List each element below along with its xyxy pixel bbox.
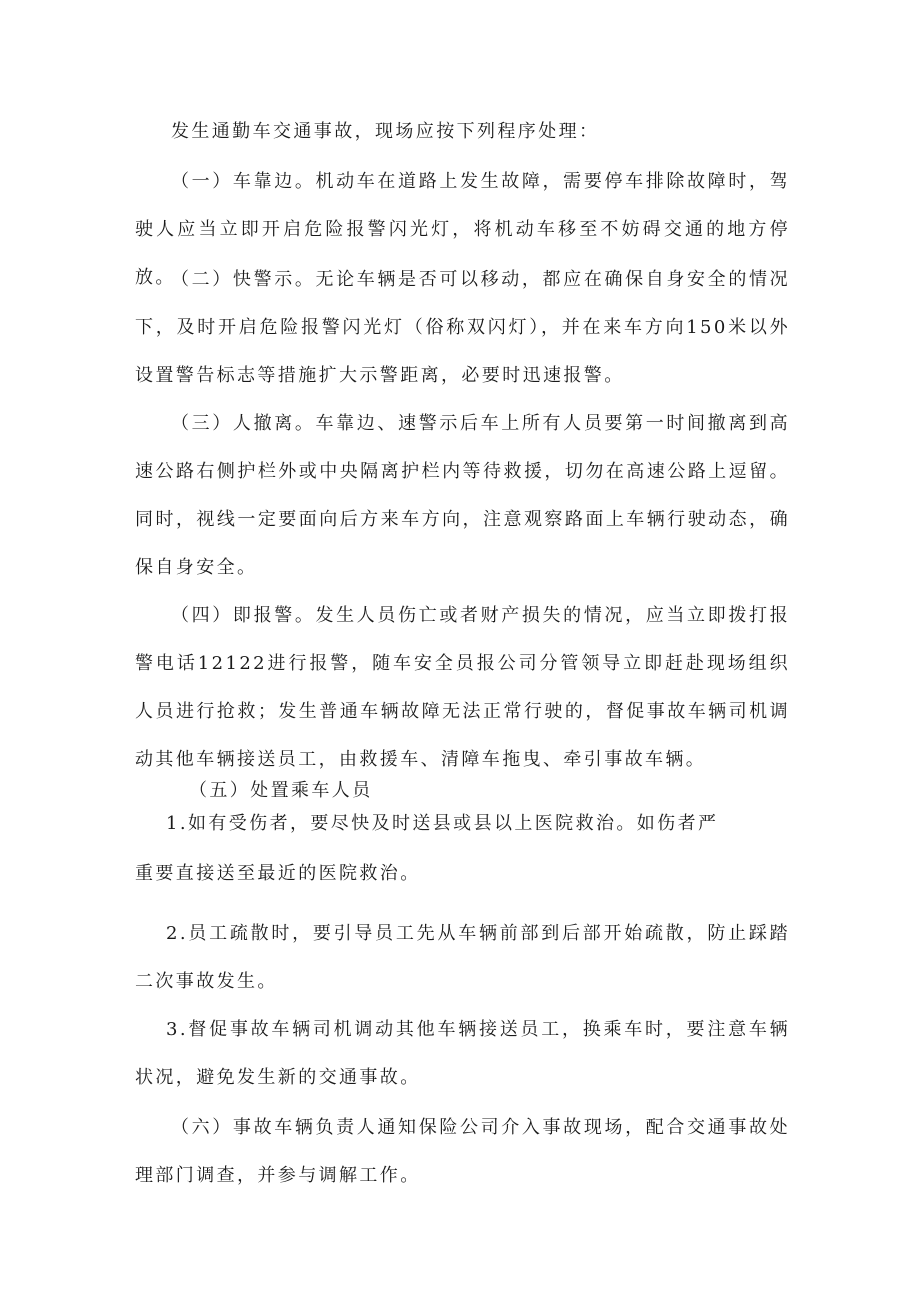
passenger-item-1-line-2: 重要直接送至最近的医院救治。 — [135, 863, 421, 884]
passenger-item-3: 3.督促事故车辆司机调动其他车辆接送员工，换乘车时，要注意车辆状况，避免发生新的交通事故。 — [135, 1019, 790, 1088]
passenger-item-1-line-1: 1.如有受伤者，要尽快及时送县或县以上医院救治。如伤者严 — [166, 813, 719, 834]
section-heading-passengers: （五）处置乘车人员 — [189, 780, 373, 801]
passenger-item-2: 2.员工疏散时，要引导员工先从车辆前部到后部开始疏散，防止踩踏二次事故发生。 — [135, 923, 790, 992]
paragraph-car-pull-over: （一）车靠边。机动车在道路上发生故障，需要停车排除故障时，驾驶人应当立即开启危险报警闪光灯，将机动车移至不妨碍交通的地方停放。 — [135, 171, 790, 288]
paragraph-evacuate: （三）人撤离。车靠边、速警示后车上所有人员要第一时间撤离到高速公路右侧护栏外或中央隔离护栏内等待救援，切勿在高速公路上逗留。同时，视线一定要面向后方来车方向，注意观察路面上车辆行驶动态，确保自身安全。 — [135, 413, 790, 578]
intro-paragraph: 发生通勤车交通事故，现场应按下列程序处理： — [171, 121, 600, 142]
paragraph-quick-warning: （二）快警示。无论车辆是否可以移动，都应在确保自身安全的情况下，及时开启危险报警闪光灯（俗称双闪灯），并在来车方向150米以外设置警告标志等措施扩大示警距离，必要时迅速报警。 — [135, 269, 790, 386]
paragraph-report-police: （四）即报警。发生人员伤亡或者财产损失的情况，应当立即拨打报警电话12122进行报警，随车安全员报公司分管领导立即赶赴现场组织人员进行抢救；发生普通车辆故障无法正常行驶的，督促事故车辆司机调动其他车辆接送员工，由救援车、清障车拖曳、牵引事故车辆。 — [135, 605, 790, 770]
paragraph-insurance: （六）事故车辆负责人通知保险公司介入事故现场，配合交通事故处理部门调查，并参与调解工作。 — [135, 1117, 790, 1186]
